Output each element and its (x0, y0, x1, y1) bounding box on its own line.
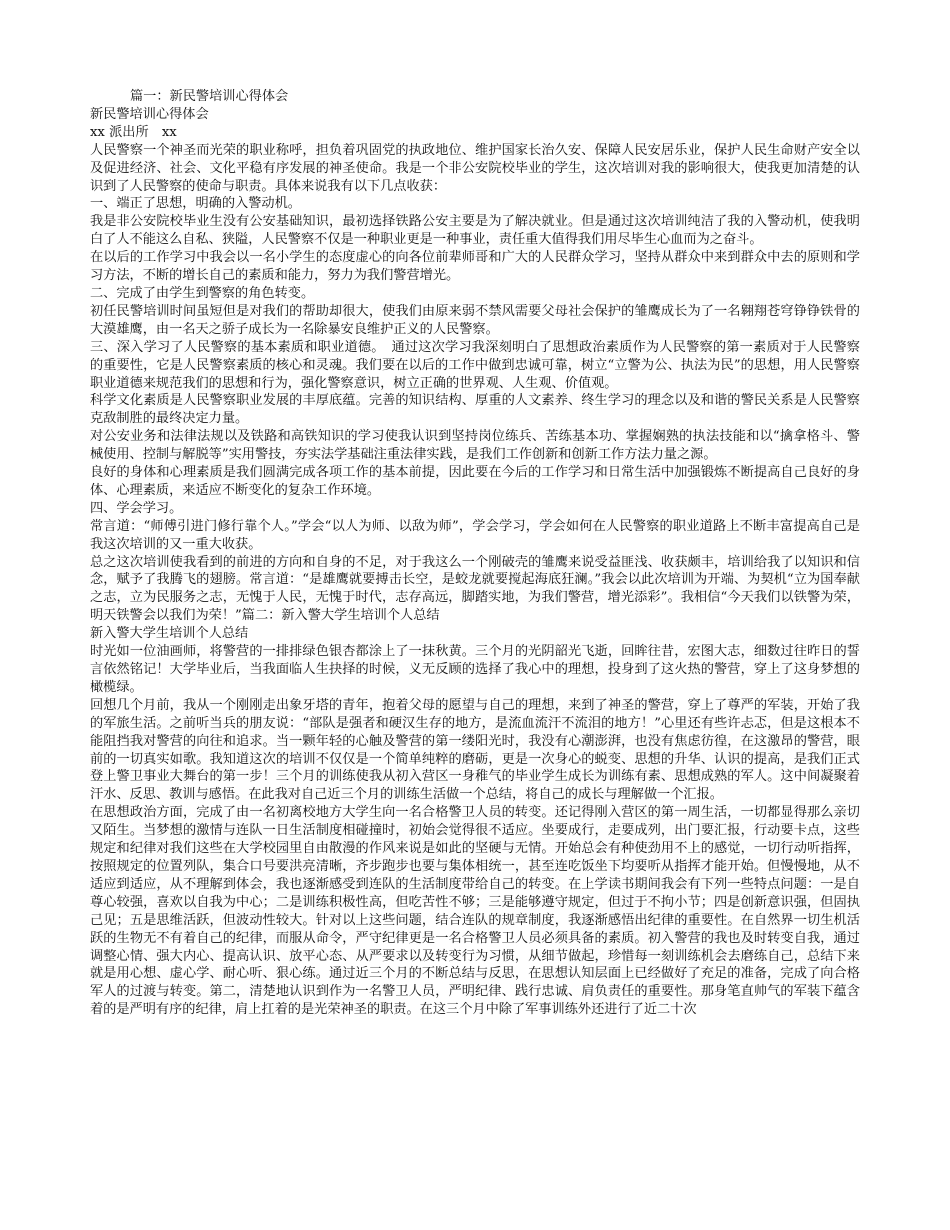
paragraph: 常言道：“师傅引进门修行靠个人。”学会“以人为师、以敌为师”，学会学习，学会如何在人民警察的职业道路上不断丰富提高自己是我这次培训的又一重大收获。 (90, 518, 860, 552)
paragraph: 对公安业务和法律法规以及铁路和高铁知识的学习使我认识到坚持岗位练兵、苦练基本功、掌握娴熟的执法技能和以“擒拿格斗、警械使用、控制与解脱等”实用警技，夯实法学基础注重法律实践，是我们工作创新和创新工作方法力量之源。 (90, 429, 860, 463)
subtitle-line: 新入警大学生培训个人总结 (90, 626, 249, 642)
paragraph: 良好的身体和心理素质是我们圆满完成各项工作的基本前提，因此要在今后的工作学习和日常生活中加强锻炼不断提高自己良好的身体、心理素质，来适应不断变化的复杂工作环境。 (90, 465, 860, 498)
document-subheading: 新民警培训心得体会 (90, 106, 209, 122)
section-heading: 二、完成了由学生到警察的角色转变。 (90, 285, 315, 301)
paragraph: 在思想政治方面，完成了由一名初离校地方大学生向一名合格警卫人员的转变。还记得刚入营区的第一周生活，一切都显得那么亲切又陌生。当梦想的激情与连队一日生活制度相碰撞时，初始会觉得很不适应。坐要成行，走要成列，出门要汇报，行动要卡点，这些规定和纪律对我们这些在大学校园里自由散漫的作风来说是如此的坚硬与无情。开始总会有种使劲用不上的感觉，一切行动听指挥，按照规定的位置列队，集合口号要洪亮清晰，齐步跑步也要与集体相统一，甚至连吃饭坐下均要听从指挥才能开始。但慢慢地，从不适应到适应，从不理解到体会，我也逐渐感受到连队的生活制度带给自己的转变。在上学读书期间我会有下列一些特点问题：一是自尊心较强，喜欢以自我为中心；二是训练积极性高，但吃苦性不够；三是能够遵守规定，但过于不拘小节；四是创新意识强，但固执己见；五是思维活跃，但波动性较大。针对以上这些问题，结合连队的规章制度，我逐渐感悟出纪律的重要性。在自然界一切生机活跃的生物无不有着自己的纪律，而服从命令，严守纪律更是一名合格警卫人员必须具备的素质。初入警营的我也及时转变自我，通过调整心情、强大内心、提高认识、放平心态、从严要求以及转变行为习惯，从细节做起，珍惜每一刻训练机会去磨练自己，总结下来就是用心想、虚心学、耐心听、狠心练。通过近三个月的不断总结与反思，在思想认知层面上已经做好了充足的准备，完成了向合格军人的过渡与转变。第二，清楚地认识到作为一名警卫人员，严明纪律、践行忠诚、肩负责任的重要性。那身笔直帅气的军装下蕴含着的是严明有序的纪律，肩上扛着的是光荣神圣的职责。在这三个月中除了军事训练外还进行了近二十次 (90, 805, 860, 1018)
paragraph: 人民警察一个神圣而光荣的职业称呼，担负着巩固党的执政地位、维护国家长治久安、保障人民安居乐业，保护人民生命财产安全以及促进经济、社会、文化平稳有序发展的神圣使命。我是一个非公安院校毕业的学生，这次培训对我的影响很大，使我更加清楚的认识到了人民警察的使命与职责。具体来说我有以下几点收获： (90, 142, 860, 194)
paragraph: 在以后的工作学习中我会以一名小学生的态度虚心的向各位前辈师哥和广大的人民群众学习，坚持从群众中来到群众中去的原则和学习方法，不断的增长自己的素质和能力，努力为我们警营增光。 (90, 250, 860, 284)
paragraph: 三、深入学习了人民警察的基本素质和职业道德。 通过这次学习我深刻明白了思想政治素质作为人民警察的第一素质对于人民警察的重要性，它是人民警察素质的核心和灵魂。我们要在以后的工作中做到忠诚可靠，树立“立警为公、执法为民”的思想，用人民警察职业道德来规范我们的思想和行为，强化警察意识，树立正确的世界观、人生观、价值观。 (90, 339, 860, 391)
section-heading: 一、端正了思想，明确的入警动机。 (90, 196, 301, 212)
author-line: xx 派出所 xx (90, 124, 177, 140)
paragraph: 总之这次培训使我看到的前进的方向和自身的不足，对于我这么一个刚破壳的雏鹰来说受益匪浅、收获颇丰，培训给我了以知识和信念，赋予了我腾飞的翅膀。常言道：“是雄鹰就要搏击长空，是蛟龙就要搅起海底狂澜。”我会以此次培训为开端、为契机“立为国奉献之志，立为民服务之志，无愧于人民，无愧于时代，志存高远，脚踏实地，为我们警营，增光添彩”。我相信“今天我们以铁警为荣，明天铁警会以我们为荣！”篇二：新入警大学生培训个人总结 (90, 554, 860, 624)
paragraph: 我是非公安院校毕业生没有公安基础知识，最初选择铁路公安主要是为了解决就业。但是通过这次培训纯洁了我的入警动机，使我明白了人不能这么自私、狭隘，人民警察不仅是一种职业更是一种事业，责任重大值得我们用尽毕生心血而为之奋斗。 (90, 214, 860, 248)
paragraph: 回想几个月前，我从一个刚刚走出象牙塔的青年，抱着父母的愿望与自己的理想，来到了神圣的警营，穿上了尊严的军装，开始了我的军旅生活。之前听当兵的朋友说：“部队是强者和硬汉生存的地方，是流血流汗不流泪的地方！”心里还有些许忐忑，但是这根本不能阻挡我对警营的向往和追求。当一颗年轻的心触及警营的第一缕阳光时，我没有心潮澎湃，也没有焦虑彷徨，在这激昂的警营，眼前的一切真实如歌。我知道这次的培训不仅仅是一个简单纯粹的磨砺，更是一次身心的蜕变、思想的升华、认识的提高，是我们正式登上警卫事业大舞台的第一步！三个月的训练使我从初入营区一身稚气的毕业学生成长为训练有素、思想成熟的军人。这中间凝聚着汗水、反思、教训与感悟。在此我对自己近三个月的训练生活做一个总结，将自己的成长与理解做一个汇报。 (90, 697, 860, 803)
document-heading: 篇一：新民警培训心得体会 (130, 89, 289, 104)
paragraph: 初任民警培训时间虽短但是对我们的帮助却很大，使我们由原来弱不禁风需要父母社会保护的雏鹰成长为了一名翱翔苍穹铮铮铁骨的大漠雄鹰，由一名天之骄子成长为一名除暴安良维护正义的人民警察。 (90, 303, 860, 337)
paragraph: 科学文化素质是人民警察职业发展的丰厚底蕴。完善的知识结构、厚重的人文素养、终生学习的理念以及和谐的警民关系是人民警察克敌制胜的最终决定力量。 (90, 393, 860, 427)
section-heading: 四、学会学习。 (90, 500, 183, 516)
paragraph: 时光如一位油画师，将警营的一排排绿色银杏都涂上了一抹秋黄。三个月的光阴韶光飞逝，回眸往昔，宏图大志，细数过往昨日的誓言依然铭记！大学毕业后，当我面临人生抉择的时候，义无反顾的选择了我心中的理想，投身到了这火热的警营，穿上了这身梦想的橄榄绿。 (90, 644, 860, 695)
